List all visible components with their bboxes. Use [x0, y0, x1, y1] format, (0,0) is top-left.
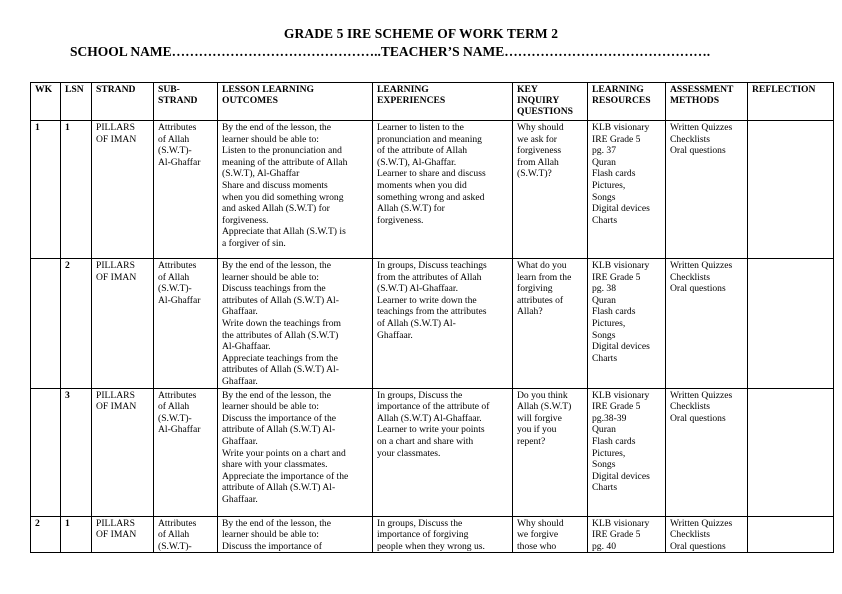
- cell-line: Why should: [517, 517, 564, 529]
- cell-line: Why should: [517, 122, 564, 133]
- cell-line: By the end of the lesson, the: [222, 122, 331, 133]
- cell-line: Digital devices: [592, 470, 650, 482]
- cell-line: Allah (S.W.T): [517, 401, 572, 413]
- cell-line: forgiveness: [517, 145, 562, 157]
- cell-line: Al-Ghaffar: [158, 424, 201, 436]
- cell-line: Attributes: [158, 389, 197, 401]
- cell-line: Appreciate that Allah (S.W.T) is: [222, 226, 346, 238]
- cell-line: we ask for: [517, 133, 557, 145]
- cell-line: you if you: [517, 424, 557, 436]
- header-outcomes: [218, 83, 373, 121]
- header-experiences: [373, 83, 513, 121]
- cell-line: Checklists: [670, 529, 710, 541]
- cell-wk: [31, 259, 61, 389]
- cell-line: Oral questions: [670, 412, 726, 424]
- cell-line: from the attributes of Allah: [377, 271, 482, 283]
- cell-line: QUESTIONS: [517, 106, 573, 118]
- cell-line: KLB visionary: [592, 389, 650, 401]
- cell-line: Oral questions: [670, 283, 726, 295]
- cell-line: Attributes: [158, 517, 197, 529]
- cell-line: attribute of Allah (S.W.T) Al-: [222, 482, 336, 494]
- cell-line: OF IMAN: [96, 401, 137, 413]
- cell-line: Listen to the pronunciation and: [222, 145, 342, 157]
- cell-assessment: [666, 259, 748, 389]
- cell-line: Digital devices: [592, 203, 650, 215]
- cell-line: those who: [517, 540, 557, 552]
- header-resources: [588, 83, 666, 121]
- cell-line: Attributes: [158, 260, 197, 271]
- cell-strand: [92, 121, 154, 259]
- cell-line: learner should be able to:: [222, 271, 319, 283]
- cell-resources: [588, 121, 666, 259]
- cell-line: Flash cards: [592, 306, 636, 318]
- document-title: GRADE 5 IRE SCHEME OF WORK TERM 2: [283, 26, 559, 41]
- cell-line: STRAND: [158, 95, 198, 107]
- cell-line: (S.W.T)?: [517, 168, 552, 180]
- cell-line: By the end of the lesson, the: [222, 260, 331, 271]
- cell-line: Al-Ghaffaar.: [222, 341, 271, 353]
- cell-sub-strand: [154, 259, 218, 389]
- cell-line: OF IMAN: [96, 529, 137, 541]
- cell-line: moments when you did: [377, 179, 467, 191]
- cell-line: Appreciate the importance of the: [222, 470, 349, 482]
- cell-line: Quran: [592, 156, 616, 168]
- cell-line: (S.W.T)-: [158, 540, 192, 552]
- cell-assessment: [666, 516, 748, 553]
- cell-line: Ghaffaar.: [222, 306, 258, 318]
- cell-line: pg. 40: [592, 540, 616, 552]
- cell-line: the attributes of Allah (S.W.T): [222, 329, 339, 341]
- cell-resources: [588, 388, 666, 516]
- cell-line: of Allah: [158, 271, 190, 283]
- table-row: [31, 259, 834, 389]
- cell-line: Share and discuss moments: [222, 179, 328, 191]
- cell-sub-strand: [154, 388, 218, 516]
- cell-line: Discuss teachings from the: [222, 283, 326, 295]
- cell-line: attributes of: [517, 294, 564, 306]
- cell-line: OF IMAN: [96, 133, 137, 145]
- cell-experiences: [373, 121, 513, 259]
- cell-line: Discuss the importance of the: [222, 412, 337, 424]
- cell-lsn: 1: [61, 516, 92, 553]
- header-strand: STRAND: [92, 83, 154, 121]
- cell-line: OUTCOMES: [222, 95, 278, 107]
- cell-line: of Allah: [158, 529, 190, 541]
- cell-line: pronunciation and meaning: [377, 133, 482, 145]
- cell-line: KLB visionary: [592, 260, 650, 271]
- cell-assessment: [666, 388, 748, 516]
- cell-line: learner should be able to:: [222, 529, 319, 541]
- cell-line: pg. 38: [592, 283, 616, 295]
- header-wk: WK: [31, 83, 61, 121]
- cell-line: Pictures,: [592, 447, 626, 459]
- cell-line: In groups, Discuss teachings: [377, 260, 487, 271]
- cell-line: Checklists: [670, 401, 710, 413]
- cell-line: What do you: [517, 260, 567, 271]
- cell-line: Digital devices: [592, 341, 650, 353]
- cell-line: In groups, Discuss the: [377, 389, 463, 401]
- cell-line: LEARNING: [592, 84, 644, 95]
- cell-line: LEARNING: [377, 84, 429, 95]
- cell-line: your classmates.: [377, 447, 441, 459]
- cell-line: on a chart and share with: [377, 435, 474, 447]
- cell-line: Do you think: [517, 389, 568, 401]
- cell-line: KEY: [517, 84, 538, 95]
- table-row: [31, 388, 834, 516]
- cell-line: Allah (S.W.T) for: [377, 203, 445, 215]
- cell-line: learner should be able to:: [222, 401, 319, 413]
- cell-line: Songs: [592, 329, 616, 341]
- cell-reflection: [748, 516, 834, 553]
- cell-line: OF IMAN: [96, 271, 137, 283]
- cell-line: Charts: [592, 352, 618, 364]
- table-row: [31, 121, 834, 259]
- cell-line: KLB visionary: [592, 517, 650, 529]
- cell-line: Songs: [592, 191, 616, 203]
- cell-line: (S.W.T) Al-Ghaffaar.: [377, 283, 458, 295]
- cell-lsn: 2: [61, 259, 92, 389]
- cell-outcomes: [218, 388, 373, 516]
- cell-outcomes: [218, 516, 373, 553]
- cell-reflection: [748, 259, 834, 389]
- cell-line: Written Quizzes: [670, 260, 733, 271]
- cell-line: INQUIRY: [517, 95, 560, 107]
- cell-line: forgiveness.: [377, 214, 424, 226]
- cell-line: forgiving: [517, 283, 553, 295]
- cell-line: and asked Allah (S.W.T) for: [222, 203, 330, 215]
- cell-line: Checklists: [670, 133, 710, 145]
- cell-line: Al-Ghaffar: [158, 156, 201, 168]
- cell-line: Write your points on a chart and: [222, 447, 346, 459]
- cell-line: Al-Ghaffar: [158, 294, 201, 306]
- header-reflection: REFLECTION: [748, 83, 834, 121]
- cell-line: attribute of Allah (S.W.T) Al-: [222, 424, 336, 436]
- cell-line: Quran: [592, 424, 616, 436]
- cell-line: (S.W.T), Al-Ghaffar.: [377, 156, 457, 168]
- cell-line: By the end of the lesson, the: [222, 517, 331, 529]
- cell-line: IRE Grade 5: [592, 529, 641, 541]
- cell-line: Oral questions: [670, 540, 726, 552]
- cell-line: (S.W.T), Al-Ghaffar: [222, 168, 300, 180]
- cell-line: Pictures,: [592, 317, 626, 329]
- cell-line: In groups, Discuss the: [377, 517, 463, 529]
- header-lsn: LSN: [61, 83, 92, 121]
- cell-line: Written Quizzes: [670, 122, 733, 133]
- cell-line: Flash cards: [592, 168, 636, 180]
- header-sub-strand: [154, 83, 218, 121]
- header-inquiry: [513, 83, 588, 121]
- cell-line: attributes of Allah (S.W.T) Al-: [222, 294, 339, 306]
- cell-wk: 2: [31, 516, 61, 553]
- cell-line: we forgive: [517, 529, 559, 541]
- cell-line: of Allah: [158, 401, 190, 413]
- school-teacher-line: SCHOOL NAME………………………………………..TEACHER’S NAME……………………………………….: [70, 44, 711, 59]
- cell-line: Written Quizzes: [670, 389, 733, 401]
- cell-experiences: [373, 259, 513, 389]
- cell-line: ASSESSMENT: [670, 84, 734, 95]
- cell-line: when you did something wrong: [222, 191, 344, 203]
- cell-experiences: [373, 516, 513, 553]
- cell-strand: [92, 259, 154, 389]
- cell-line: LESSON LEARNING: [222, 84, 314, 95]
- cell-line: KLB visionary: [592, 122, 650, 133]
- cell-line: Write down the teachings from: [222, 317, 341, 329]
- cell-strand: [92, 388, 154, 516]
- cell-outcomes: [218, 121, 373, 259]
- cell-line: Ghaffaar.: [222, 375, 258, 387]
- cell-line: Learner to write your points: [377, 424, 485, 436]
- cell-line: attributes of Allah (S.W.T) Al-: [222, 364, 339, 376]
- cell-line: Songs: [592, 459, 616, 471]
- cell-line: Written Quizzes: [670, 517, 733, 529]
- cell-line: meaning of the attribute of Allah: [222, 156, 348, 168]
- header-assessment: [666, 83, 748, 121]
- cell-line: Discuss the importance of: [222, 540, 322, 552]
- cell-line: (S.W.T)-: [158, 283, 192, 295]
- cell-resources: [588, 516, 666, 553]
- cell-line: pg. 37: [592, 145, 616, 157]
- cell-wk: [31, 388, 61, 516]
- cell-assessment: [666, 121, 748, 259]
- cell-line: By the end of the lesson, the: [222, 389, 331, 401]
- cell-line: EXPERIENCES: [377, 95, 446, 107]
- cell-line: Allah (S.W.T) Al-Ghaffaar.: [377, 412, 482, 424]
- cell-line: Attributes: [158, 122, 197, 133]
- cell-line: Allah?: [517, 306, 543, 318]
- cell-line: importance of forgiving: [377, 529, 469, 541]
- cell-inquiry: [513, 259, 588, 389]
- cell-line: Pictures,: [592, 179, 626, 191]
- cell-line: learner should be able to:: [222, 133, 319, 145]
- cell-resources: [588, 259, 666, 389]
- cell-line: forgiveness.: [222, 214, 269, 226]
- cell-line: Oral questions: [670, 145, 726, 157]
- cell-line: of Allah (S.W.T) Al-: [377, 317, 456, 329]
- cell-sub-strand: [154, 516, 218, 553]
- header-row: [31, 83, 834, 121]
- cell-line: from Allah: [517, 156, 559, 168]
- cell-line: (S.W.T)-: [158, 145, 192, 157]
- table-row: [31, 516, 834, 553]
- cell-line: Learner to write down the: [377, 294, 477, 306]
- cell-line: RESOURCES: [592, 95, 651, 107]
- cell-line: SUB-: [158, 84, 180, 95]
- cell-line: of the attribute of Allah: [377, 145, 468, 157]
- cell-inquiry: [513, 121, 588, 259]
- cell-line: (S.W.T)-: [158, 412, 192, 424]
- cell-line: share with your classmates.: [222, 459, 328, 471]
- cell-inquiry: [513, 516, 588, 553]
- cell-line: Flash cards: [592, 435, 636, 447]
- cell-line: Quran: [592, 294, 616, 306]
- cell-experiences: [373, 388, 513, 516]
- cell-inquiry: [513, 388, 588, 516]
- cell-line: IRE Grade 5: [592, 401, 641, 413]
- cell-line: PILLARS: [96, 122, 135, 133]
- cell-line: Ghaffaar.: [222, 493, 258, 505]
- cell-line: Checklists: [670, 271, 710, 283]
- cell-reflection: [748, 121, 834, 259]
- cell-line: Learner to listen to the: [377, 122, 464, 133]
- cell-line: METHODS: [670, 95, 720, 107]
- cell-line: learn from the: [517, 271, 572, 283]
- cell-line: people when they wrong us.: [377, 540, 485, 552]
- cell-wk: 1: [31, 121, 61, 259]
- cell-line: repent?: [517, 435, 546, 447]
- cell-line: a forgiver of sin.: [222, 237, 286, 249]
- cell-line: PILLARS: [96, 517, 135, 529]
- cell-line: IRE Grade 5: [592, 271, 641, 283]
- cell-line: pg.38-39: [592, 412, 627, 424]
- cell-strand: [92, 516, 154, 553]
- cell-line: Appreciate teachings from the: [222, 352, 338, 364]
- cell-line: IRE Grade 5: [592, 133, 641, 145]
- cell-line: Ghaffaar.: [377, 329, 413, 341]
- cell-line: PILLARS: [96, 260, 135, 271]
- cell-line: Charts: [592, 214, 618, 226]
- cell-line: Charts: [592, 482, 618, 494]
- cell-lsn: 3: [61, 388, 92, 516]
- cell-reflection: [748, 388, 834, 516]
- cell-line: teachings from the attributes: [377, 306, 487, 318]
- cell-sub-strand: [154, 121, 218, 259]
- scheme-of-work-table: [30, 82, 834, 553]
- cell-line: something wrong and asked: [377, 191, 485, 203]
- cell-line: of Allah: [158, 133, 190, 145]
- cell-line: Learner to share and discuss: [377, 168, 486, 180]
- cell-outcomes: [218, 259, 373, 389]
- cell-line: Ghaffaar.: [222, 435, 258, 447]
- cell-line: PILLARS: [96, 389, 135, 401]
- cell-line: will forgive: [517, 412, 562, 424]
- cell-line: importance of the attribute of: [377, 401, 490, 413]
- cell-lsn: 1: [61, 121, 92, 259]
